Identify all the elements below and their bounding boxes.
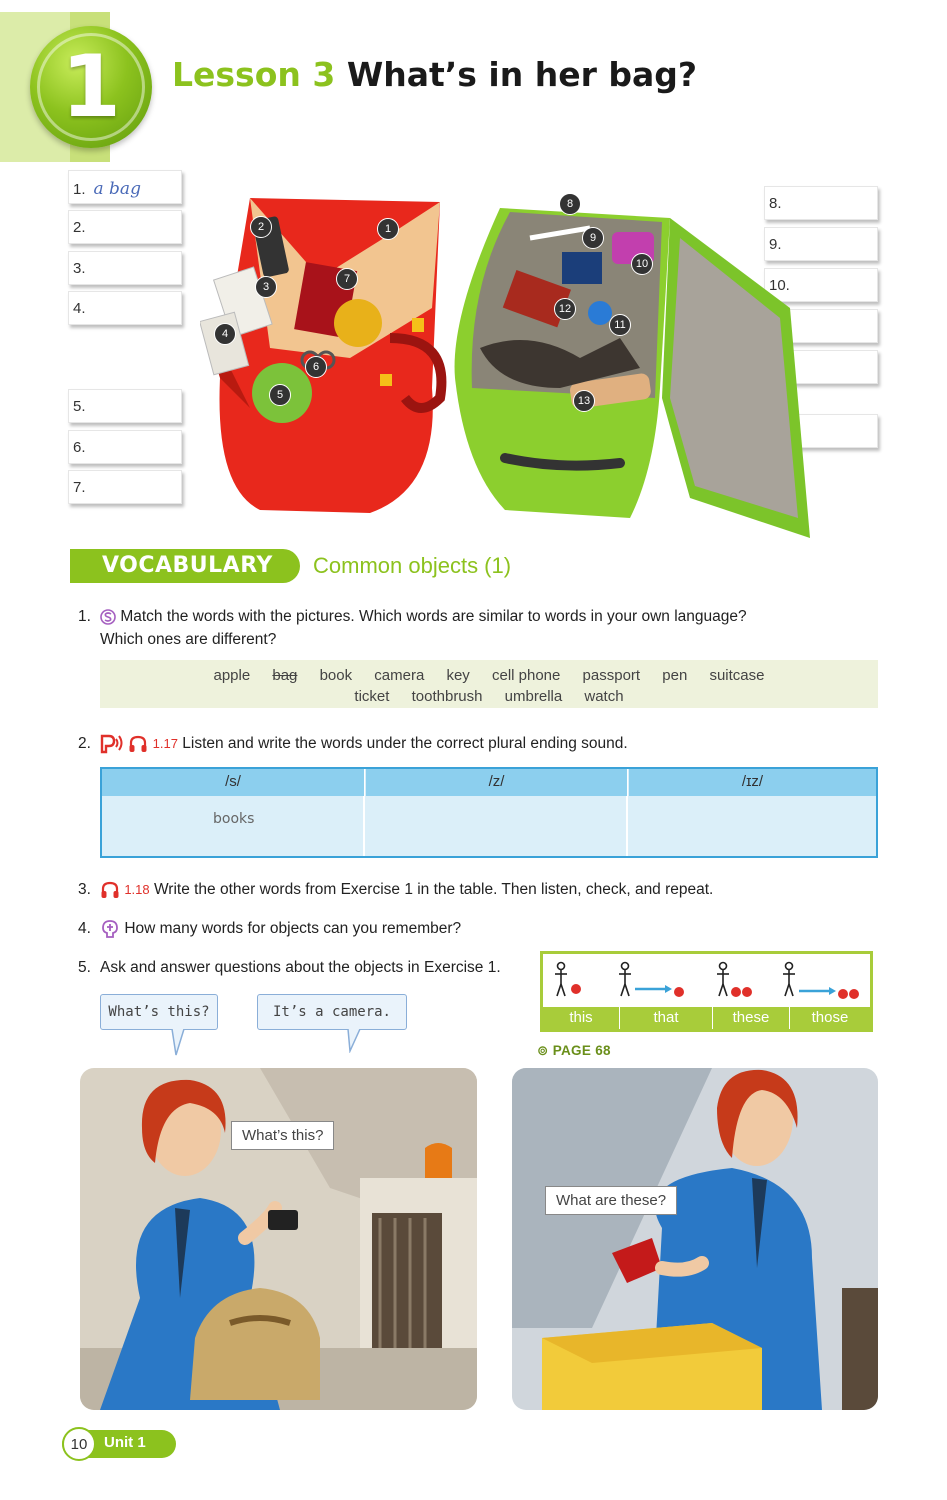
word-item: passport bbox=[582, 667, 641, 684]
headphones-icon[interactable] bbox=[100, 881, 120, 899]
marker-1: 1 bbox=[377, 218, 399, 240]
label-number: 4. bbox=[73, 300, 86, 317]
label-box-4[interactable] bbox=[68, 291, 182, 325]
marker-9: 9 bbox=[582, 227, 604, 249]
bubble-tail bbox=[170, 1029, 186, 1057]
marker-11: 11 bbox=[609, 314, 631, 336]
marker-8: 8 bbox=[559, 193, 581, 215]
word-item: suitcase bbox=[709, 667, 765, 684]
demo-label-these: these bbox=[713, 1007, 790, 1029]
marker-4: 4 bbox=[214, 323, 236, 345]
speech-bubble-answer: It’s a camera. bbox=[257, 994, 407, 1030]
table-header: /ɪz/ bbox=[629, 769, 876, 796]
label-number: 1. bbox=[73, 181, 86, 198]
word-item-crossed: bag bbox=[272, 667, 298, 684]
marker-12: 12 bbox=[554, 298, 576, 320]
word-item: camera bbox=[374, 667, 425, 684]
plural-sound-table bbox=[100, 767, 878, 858]
page-reference[interactable] bbox=[537, 1043, 611, 1059]
label-number: 8. bbox=[769, 195, 782, 212]
marker-13: 13 bbox=[573, 390, 595, 412]
speech-bubble-right: What are these? bbox=[545, 1186, 677, 1215]
lesson-title bbox=[172, 55, 698, 94]
exercise-number: 3. bbox=[78, 881, 91, 898]
page-number: 10 bbox=[62, 1427, 96, 1461]
word-item: book bbox=[319, 667, 353, 684]
footer-unit-label: Unit 1 bbox=[104, 1434, 146, 1451]
label-number: 2. bbox=[73, 219, 86, 236]
marker-7: 7 bbox=[336, 268, 358, 290]
label-box-6[interactable] bbox=[68, 430, 182, 464]
word-row-2 bbox=[100, 686, 878, 707]
vocabulary-subtitle: Common objects (1) bbox=[313, 553, 512, 578]
exercise-3-text: Write the other words from Exercise 1 in the table. Then listen, check, and repeat. bbox=[153, 881, 714, 898]
word-box bbox=[100, 660, 878, 708]
table-header: /s/ bbox=[102, 769, 364, 796]
track-number: 1.18 bbox=[124, 882, 150, 897]
label-number: 6. bbox=[73, 439, 86, 456]
exercise-number: 4. bbox=[78, 920, 91, 937]
label-box-1[interactable] bbox=[68, 170, 182, 204]
comic-panel-right bbox=[512, 1068, 878, 1410]
word-item: ticket bbox=[354, 688, 390, 705]
label-box-3[interactable] bbox=[68, 251, 182, 285]
word-item: pen bbox=[662, 667, 688, 684]
exercise-5-text: Ask and answer questions about the objects in Exercise 1. bbox=[100, 959, 501, 976]
table-header: /z/ bbox=[366, 769, 627, 796]
label-box-2[interactable] bbox=[68, 210, 182, 244]
illustration-art bbox=[200, 188, 820, 548]
word-item: toothbrush bbox=[411, 688, 483, 705]
bag-suitcase-illustration bbox=[200, 188, 820, 548]
vocabulary-heading: VOCABULARY bbox=[70, 549, 300, 583]
exercise-3 bbox=[78, 878, 900, 901]
marker-6: 6 bbox=[305, 356, 327, 378]
marker-5: 5 bbox=[269, 384, 291, 406]
page-ref-icon: ⊚ bbox=[537, 1043, 549, 1058]
demonstratives-labels bbox=[543, 1007, 870, 1029]
comic-art-left bbox=[80, 1068, 477, 1410]
label-box-7[interactable] bbox=[68, 470, 182, 504]
demo-label-this: this bbox=[543, 1007, 620, 1029]
bubble-tail bbox=[346, 1029, 362, 1053]
track-number: 1.17 bbox=[152, 736, 178, 751]
exercise-1-line2: Which ones are different? bbox=[100, 631, 277, 648]
marker-3: 3 bbox=[255, 276, 277, 298]
demonstratives-box bbox=[540, 951, 873, 1032]
marker-2: 2 bbox=[250, 216, 272, 238]
word-row-1 bbox=[100, 665, 878, 686]
page-ref-text: PAGE 68 bbox=[552, 1043, 611, 1058]
unit-number: 1 bbox=[61, 37, 121, 137]
lesson-label: Lesson 3 bbox=[172, 55, 336, 94]
word-item: umbrella bbox=[504, 688, 563, 705]
table-example-word[interactable]: books bbox=[213, 811, 255, 827]
label-number: 7. bbox=[73, 479, 86, 496]
marker-10: 10 bbox=[631, 253, 653, 275]
pronunciation-icon bbox=[100, 734, 124, 754]
exercise-number: 2. bbox=[78, 735, 91, 752]
word-item: key bbox=[446, 667, 470, 684]
label-number: 5. bbox=[73, 398, 86, 415]
exercise-4-text: How many words for objects can you remember? bbox=[124, 920, 462, 937]
exercise-4 bbox=[78, 917, 900, 940]
comic-art-right bbox=[512, 1068, 878, 1410]
exercise-1 bbox=[78, 605, 900, 651]
speaking-icon bbox=[100, 609, 116, 625]
exercise-number: 5. bbox=[78, 959, 91, 976]
lesson-name: What’s in her bag? bbox=[346, 55, 698, 94]
demo-label-those: those bbox=[811, 1009, 849, 1026]
exercise-2-text: Listen and write the words under the correct plural ending sound. bbox=[182, 735, 628, 752]
label-number: 9. bbox=[769, 236, 782, 253]
label-number: 10. bbox=[769, 277, 790, 294]
headphones-icon[interactable] bbox=[128, 735, 148, 753]
label-answer: a bag bbox=[93, 179, 141, 199]
label-box-5[interactable] bbox=[68, 389, 182, 423]
speech-bubble-question: What’s this? bbox=[100, 994, 218, 1030]
label-number: 3. bbox=[73, 260, 86, 277]
demonstratives-art bbox=[543, 954, 870, 1009]
brain-icon bbox=[100, 919, 120, 939]
unit-badge bbox=[30, 26, 152, 148]
exercise-2 bbox=[78, 732, 900, 755]
demo-label-that: that bbox=[620, 1007, 713, 1029]
comic-panel-left bbox=[80, 1068, 477, 1410]
word-item: cell phone bbox=[491, 667, 561, 684]
exercise-number: 1. bbox=[78, 608, 91, 625]
speech-bubble-left: What’s this? bbox=[231, 1121, 334, 1150]
word-item: apple bbox=[213, 667, 251, 684]
word-item: watch bbox=[584, 688, 624, 705]
exercise-5 bbox=[78, 956, 540, 979]
exercise-1-line1: Match the words with the pictures. Which words are similar to words in your own language? bbox=[120, 608, 747, 625]
